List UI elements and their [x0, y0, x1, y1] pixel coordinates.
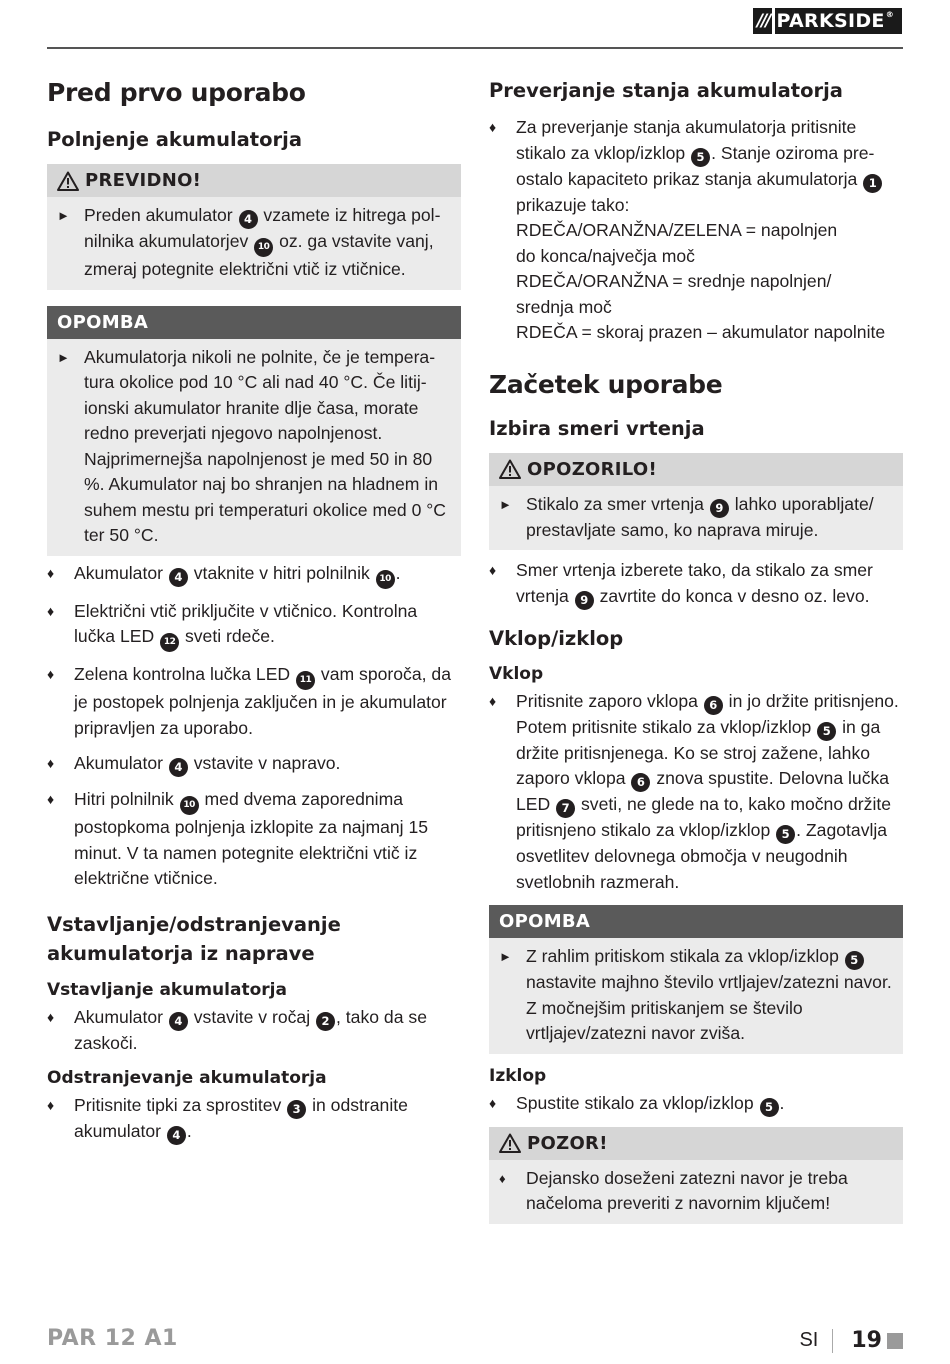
heading-on: Vklop: [489, 663, 544, 684]
reference-number-badge: 6: [704, 696, 723, 715]
list-item: [47, 787, 461, 892]
reference-number-badge: 11: [296, 671, 315, 690]
reference-number-badge: 3: [287, 1100, 306, 1119]
footer-model: PAR 12 A1: [47, 1326, 178, 1351]
diamond-bullet-icon: ♦: [499, 1170, 506, 1186]
status-line: RDEČA/ORANŽNA = srednje napolnjen/: [516, 271, 832, 291]
heading-insert-remove: [47, 910, 461, 968]
header-rule: [47, 47, 903, 49]
warning-triangle-icon: [57, 171, 79, 191]
off-step-text: Spustite stikalo za vklop/izklop 5 .: [516, 1091, 903, 1117]
reference-number-badge: 4: [239, 210, 258, 229]
brand-registered-mark: ®: [885, 10, 894, 19]
reference-number-badge: 9: [710, 499, 729, 518]
note-box: [489, 905, 903, 1054]
page-marker-square: [887, 1333, 903, 1349]
reference-number-badge: 5: [817, 722, 836, 741]
direction-step-text: Smer vrtenja izberete tako, da stikalo za smer vrtenja 9 zavrtite do konca v desno oz. levo.: [516, 558, 903, 610]
list-item: [47, 751, 461, 777]
heading-charging: Polnjenje akumulatorja: [47, 128, 302, 151]
step-text: Električni vtič priključite v vtičnico. Kontrolna lučka LED 12 sveti rdeče.: [74, 599, 461, 653]
reference-number-badge: 5: [845, 951, 864, 970]
step-text: Zelena kontrolna lučka LED 11 vam sporoča, da je postopek polnjenja zaključen in je akumulator pripravljen za uporabo.: [74, 664, 451, 738]
diamond-bullet-icon: ♦: [47, 791, 55, 807]
note-header: [489, 905, 903, 938]
diamond-bullet-icon: ♦: [489, 119, 497, 135]
attention-box: [489, 1127, 903, 1224]
left-column: [47, 76, 461, 1145]
diamond-bullet-icon: ♦: [489, 692, 497, 709]
step-text: Akumulator 4 vstavite v napravo.: [74, 751, 461, 777]
reference-number-badge: 4: [167, 1126, 186, 1145]
warning-text: Preden akumulator 4 vzamete iz hitrega polnilnika akumulatorjev 10 oz. ga vstavite vanj, zmeraj potegnite električni vtič iz vtičnice.: [84, 205, 441, 279]
list-item: [489, 689, 903, 896]
caution-item: [489, 492, 895, 544]
brand-name-text: PARKSIDE: [776, 10, 885, 32]
brand-name: [775, 8, 902, 34]
diamond-bullet-icon: ♦: [47, 755, 55, 771]
warning-title: PREVIDNO!: [85, 170, 202, 191]
list-item: [489, 558, 903, 610]
status-line: do konca/največja moč: [516, 245, 695, 266]
reference-number-badge: 4: [169, 568, 188, 587]
attention-item: [489, 1166, 895, 1217]
reference-number-badge: 10: [254, 238, 273, 257]
section-title-start: Začetek uporabe: [489, 369, 723, 399]
brand-logo: [753, 8, 902, 34]
reference-number-badge: 5: [691, 148, 710, 167]
note-title: OPOMBA: [499, 911, 591, 932]
reference-number-badge: 10: [376, 570, 395, 589]
diamond-bullet-icon: ♦: [47, 666, 55, 682]
note-title: OPOMBA: [57, 311, 149, 333]
note-header: [47, 306, 461, 339]
reference-number-badge: 1: [863, 174, 882, 193]
heading-off: Izklop: [489, 1065, 547, 1086]
diamond-bullet-icon: ♦: [47, 602, 55, 619]
footer-language: SI: [799, 1329, 819, 1351]
warning-box: [47, 164, 461, 290]
insert-step-text: Akumulator 4 vstavite v ročaj 2 , tako da se zaskoči.: [74, 1006, 427, 1053]
battery-check-intro: Za preverjanje stanja akumulatorja pritisnite stikalo za vklop/izklop 5 . Stanje oziroma preostalo kapaciteto prikaz stanja akumulatorja 1 prikazuje tako:: [516, 117, 883, 215]
arrow-bullet-icon: ►: [499, 949, 512, 964]
reference-number-badge: 12: [160, 633, 179, 652]
heading-insert-remove-line1: Vstavljanje/odstranjevanje: [47, 912, 341, 936]
battery-check-text: [516, 115, 903, 346]
caution-title: OPOZORILO!: [527, 458, 658, 480]
reference-number-badge: 9: [575, 591, 594, 610]
caution-box: [489, 453, 903, 551]
note-item: [489, 944, 895, 1047]
note-text: Z rahlim pritiskom stikala za vklop/izklop 5 nastavite majhno število vrtljajev/zatezni navor. Z močnejšim pritiskanjem se število vrtljajev/zatezni navor zviša.: [526, 946, 892, 1043]
status-line: RDEČA = skoraj prazen – akumulator napolnite: [516, 322, 886, 342]
attention-text: Dejansko doseženi zatezni navor je treba načeloma preveriti z navornim ključem!: [526, 1167, 848, 1213]
reference-number-badge: 7: [556, 799, 575, 818]
status-line: RDEČA/ORANŽNA/ZELENA = napolnjen: [516, 220, 838, 240]
diamond-bullet-icon: ♦: [47, 1008, 55, 1025]
list-item: [47, 561, 461, 589]
warning-header: [47, 164, 461, 197]
reference-number-badge: 6: [631, 773, 650, 792]
list-item: [489, 115, 903, 346]
reference-number-badge: 2: [316, 1012, 335, 1031]
diamond-bullet-icon: ♦: [489, 562, 497, 578]
right-column: [489, 76, 903, 1224]
list-item: [47, 1005, 461, 1057]
warning-item: [47, 203, 453, 283]
note-item: [47, 345, 453, 549]
footer-divider: [832, 1329, 833, 1353]
heading-remove: Odstranjevanje akumulatorja: [47, 1068, 327, 1088]
note-box: [47, 306, 461, 556]
arrow-bullet-icon: ►: [57, 208, 70, 223]
charging-steps: [47, 561, 461, 892]
warning-triangle-icon: [499, 459, 521, 479]
attention-header: [489, 1127, 903, 1160]
warning-triangle-icon: [499, 1133, 521, 1153]
arrow-bullet-icon: ►: [499, 496, 512, 512]
list-item: [47, 662, 461, 741]
reference-number-badge: 4: [169, 758, 188, 777]
diamond-bullet-icon: ♦: [489, 1094, 497, 1111]
heading-insert: Vstavljanje akumulatorja: [47, 979, 287, 1000]
page-number: 19: [851, 1328, 882, 1353]
brand-stripes: ///: [753, 8, 772, 34]
list-item: [47, 599, 461, 653]
reference-number-badge: 5: [776, 825, 795, 844]
step-text: Hitri polnilnik 10 med dvema zaporednima postopkoma polnjenja izklopite za najmanj 15 minut. V ta namen potegnite električni vtič iz električne vtičnice.: [74, 789, 429, 888]
status-line: srednja moč: [516, 296, 612, 317]
caution-header: [489, 453, 903, 486]
caution-text: Stikalo za smer vrtenja 9 lahko uporabljate/ prestavljate samo, ko naprava miruje.: [526, 493, 874, 540]
note-text: Akumulatorja nikoli ne polnite, če je temperatura okolice pod 10 °C ali nad 40 °C. Če litij-ionski akumulator hranite dlje časa, morate redno preverjati njegovo napolnjenost. Najprimernejša napolnjenost je med 50 in 80 %. Akumulator naj bo shranjen na hladnem in suhem mestu pri temperaturi okolice med 0 °C ter 50 °C.: [84, 346, 446, 545]
arrow-bullet-icon: ►: [57, 349, 70, 365]
reference-number-badge: 4: [169, 1012, 188, 1031]
reference-number-badge: 10: [180, 796, 199, 815]
remove-step-text: Pritisnite tipki za sprostitev 3 in odstranite akumulator 4 .: [74, 1093, 461, 1145]
diamond-bullet-icon: ♦: [47, 1097, 55, 1113]
heading-direction: Izbira smeri vrtenja: [489, 416, 705, 440]
heading-on-off: Vklop/izklop: [489, 626, 624, 650]
step-text: Akumulator 4 vtaknite v hitri polnilnik 10 .: [74, 561, 461, 589]
list-item: [47, 1093, 461, 1145]
list-item: [489, 1091, 903, 1117]
footer-page-info: [799, 1328, 903, 1353]
on-step-text: Pritisnite zaporo vklopa 6 in jo držite pritisnjeno. Potem pritisnite stikalo za vklop/izklop 5 in ga držite pritisnjenega. Ko se stroj zažene, lahko zaporo vklopa 6 znova spustite. Delovna lučka LED 7 sveti, ne glede na to, kako močno držite pritisnjeno stikalo za vklop/izklop 5 . Zagotavlja osvetlitev delovnega območja v neugodnih svetlobnih razmerah.: [516, 690, 899, 892]
diamond-bullet-icon: ♦: [47, 564, 55, 581]
reference-number-badge: 5: [760, 1098, 779, 1117]
heading-insert-remove-line2: akumulatorja iz naprave: [47, 941, 315, 965]
section-title-before-use: Pred prvo uporabo: [47, 78, 306, 107]
heading-battery-check: Preverjanje stanja akumulatorja: [489, 79, 843, 102]
attention-title: POZOR!: [527, 1132, 608, 1154]
